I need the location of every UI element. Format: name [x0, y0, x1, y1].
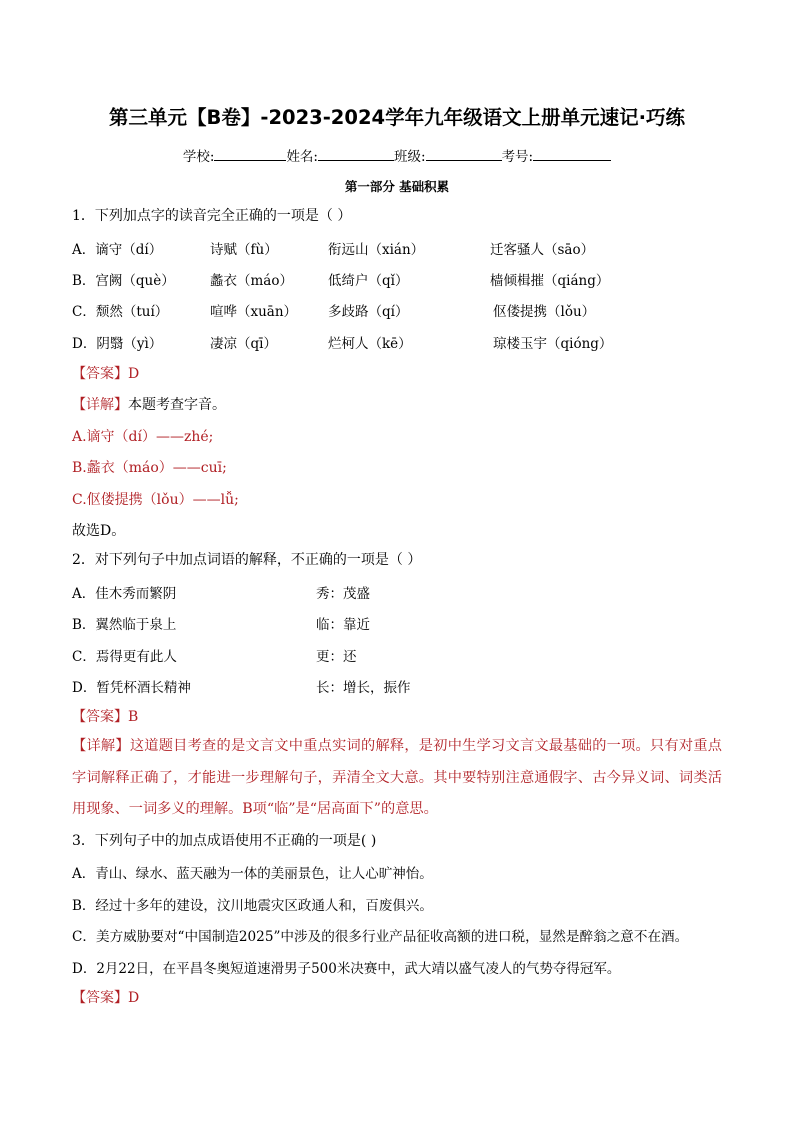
exam-no-label: 考号:	[501, 149, 534, 165]
answer-label: 【答案】	[72, 709, 128, 725]
q2-option-d: D．暂凭杯酒长精神	[72, 680, 191, 696]
q1-option-c-4: 伛偻提携（lǒu）	[493, 304, 596, 320]
q1-option-b-4: 樯倾楫摧（qiáng）	[490, 273, 610, 289]
q1-option-a-1: A．谪守（dí）	[72, 242, 163, 258]
school-label: 学校:	[182, 149, 215, 165]
q1-note-a: A.谪守（dí）——zhé;	[72, 429, 214, 445]
detail-label: 【详解】	[72, 738, 130, 754]
q1-option-b-2: 蠡衣（máo）	[210, 273, 293, 289]
q3-stem: 3．下列句子中的加点成语使用不正确的一项是( )	[72, 833, 377, 849]
detail-text: 这道题目考查的是文言文中重点实词的解释，是初中生学习文言文最基础的一项。只有对重点字词解释正确了，才能进一步理解句子，弄清全文大意。其中要特别注意通假字、古今异义词、词类活用现象、一词多义的理解。B项“临”是“居高面下”的意思。	[72, 738, 722, 817]
q1-option-b-3: 低绮户（qǐ）	[328, 273, 409, 289]
q2-stem: 2．对下列句子中加点词语的解释，不正确的一项是（ ）	[72, 552, 422, 568]
section-title: 第一部分 基础积累	[344, 179, 450, 194]
q3-option-d: D．2月22日，在平昌冬奥短道速滑男子500米决赛中，武大靖以盛气凌人的气势夺得冠军。	[72, 961, 621, 977]
q2-option-c: C．焉得更有此人	[72, 649, 177, 665]
q3-option-b: B．经过十多年的建设，汶川地震灾区政通人和，百废俱兴。	[72, 898, 433, 914]
q1-option-a-2: 诗赋（fù）	[210, 242, 278, 258]
q3-answer	[72, 988, 139, 1008]
answer-value: D	[128, 990, 140, 1006]
q1-option-d-1: D．阴翳（yì）	[72, 336, 163, 352]
class-blank[interactable]	[426, 147, 502, 161]
q1-option-a-4: 迁客骚人（sāo）	[490, 242, 595, 258]
answer-label: 【答案】	[72, 366, 128, 382]
q2-option-a-meaning: 秀：茂盛	[316, 586, 370, 602]
q2-detail	[72, 731, 722, 826]
exam-no-blank[interactable]	[533, 147, 611, 161]
name-blank[interactable]	[318, 147, 394, 161]
class-label: 班级:	[394, 149, 426, 165]
q2-option-d-meaning: 长：增长，振作	[316, 680, 411, 696]
student-info-line	[0, 145, 794, 165]
q1-option-c-1: C．颓然（tuí）	[72, 304, 169, 320]
q3-option-a: A．青山、绿水、蓝天融为一体的美丽景色，让人心旷神怡。	[72, 866, 433, 882]
q3-option-c: C．美方威胁要对“中国制造2025”中涉及的很多行业产品征收高额的进口税，显然是醉翁之意不在酒。	[72, 929, 689, 945]
q1-option-b-1: B．宫阙（què）	[72, 273, 175, 289]
q2-option-b-meaning: 临：靠近	[316, 617, 370, 633]
detail-text: 本题考查字音。	[128, 397, 226, 413]
q1-option-d-3: 烂柯人（kē）	[328, 336, 412, 352]
q1-stem: 1．下列加点字的读音完全正确的一项是（ ）	[72, 208, 352, 224]
page-title: 第三单元【B卷】-2023-2024学年九年级语文上册单元速记·巧练	[108, 106, 685, 129]
q1-detail	[72, 395, 226, 415]
name-label: 姓名:	[286, 149, 318, 165]
q1-option-c-3: 多歧路（qí）	[328, 304, 409, 320]
q2-option-b: B．翼然临于泉上	[72, 617, 177, 633]
q1-answer	[72, 364, 139, 384]
q1-conclusion: 故选D。	[72, 523, 126, 539]
answer-value: D	[128, 366, 140, 382]
school-blank[interactable]	[214, 147, 286, 161]
answer-value: B	[128, 709, 139, 725]
q2-option-c-meaning: 更：还	[316, 649, 357, 665]
answer-label: 【答案】	[72, 990, 128, 1006]
q2-answer	[72, 707, 138, 727]
q1-option-d-2: 凄凉（qī）	[210, 336, 277, 352]
q1-note-b: B.蠡衣（máo）——cuī;	[72, 460, 227, 476]
q2-option-a: A．佳木秀而繁阴	[72, 586, 177, 602]
q1-option-c-2: 喧哗（xuān）	[210, 304, 298, 320]
q1-option-a-3: 衔远山（xián）	[328, 242, 425, 258]
detail-label: 【详解】	[72, 397, 128, 413]
q1-option-d-4: 琼楼玉宇（qióng）	[493, 336, 613, 352]
q1-note-c: C.伛偻提携（lǒu）——lǚ;	[72, 492, 239, 508]
